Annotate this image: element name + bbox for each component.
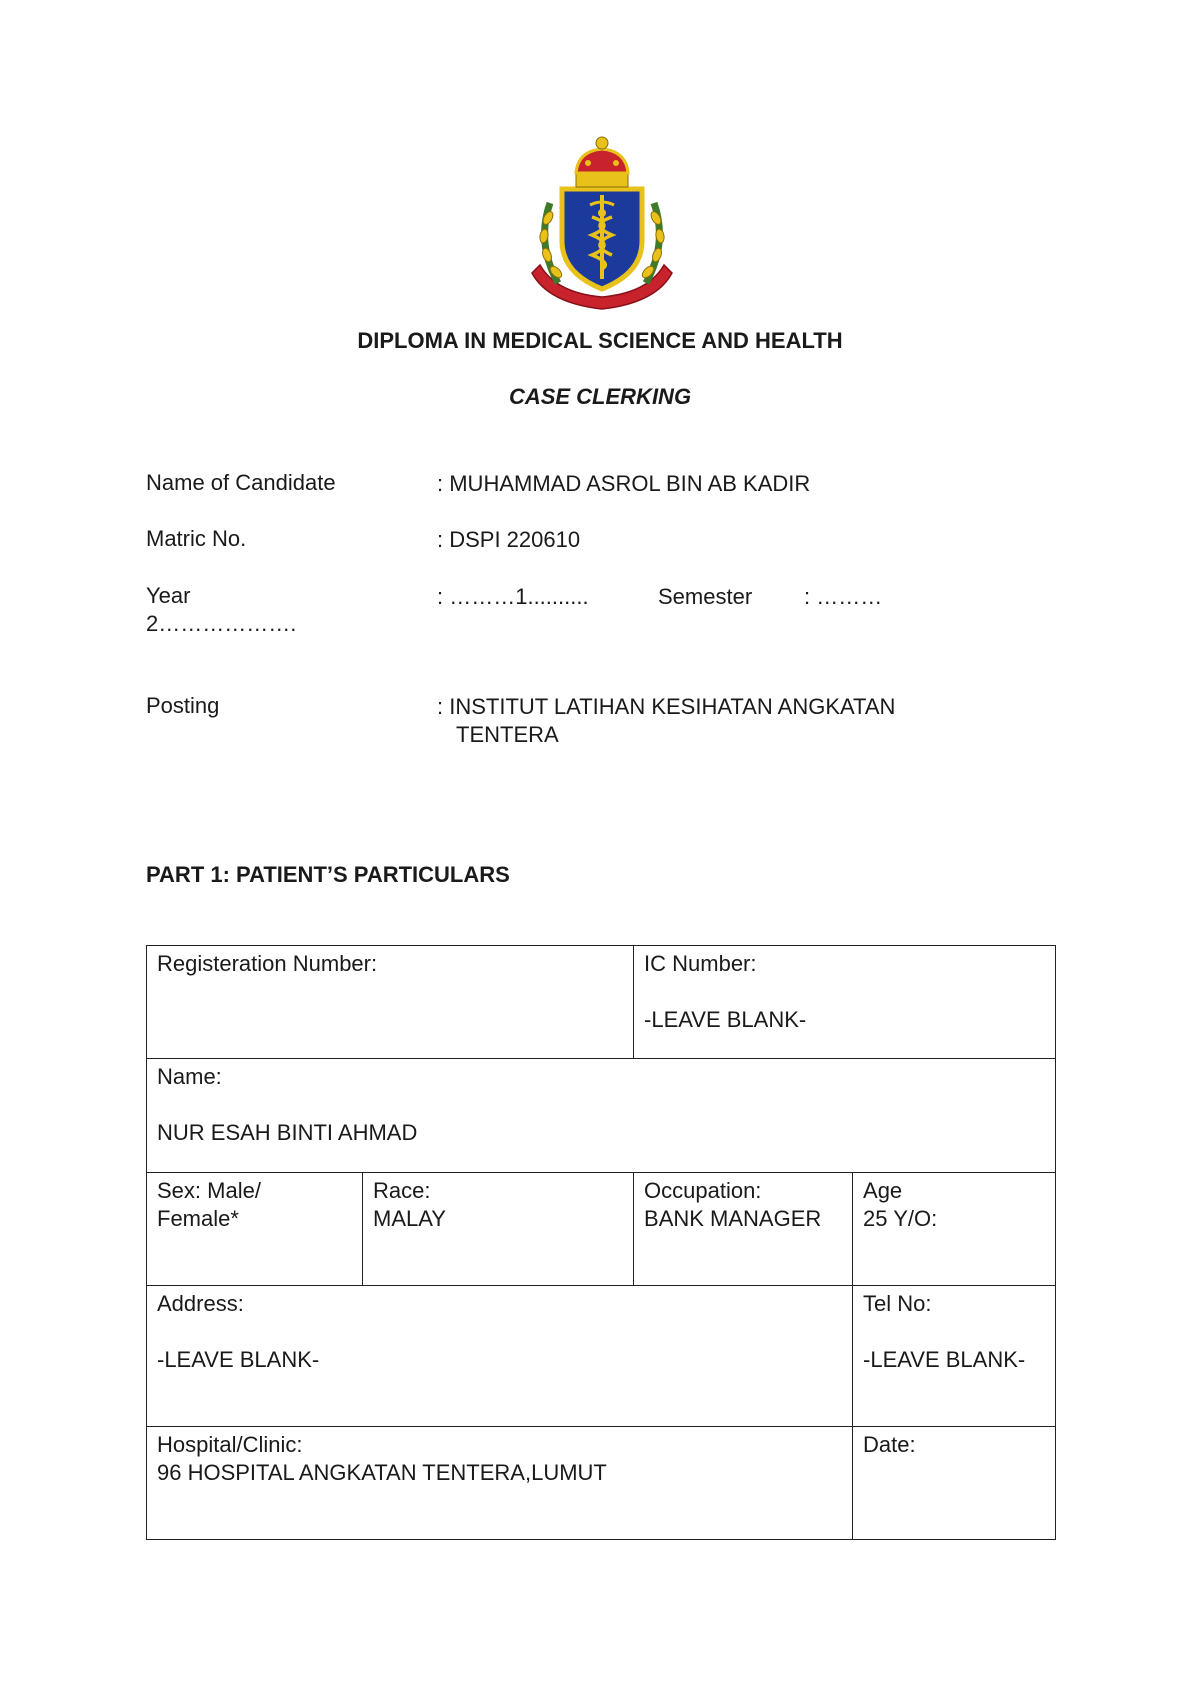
table-row	[147, 1173, 1056, 1286]
semester-label: Semester	[658, 584, 753, 609]
semester-value: : ………	[804, 584, 883, 609]
document-subtitle: CASE CLERKING	[508, 384, 692, 409]
date-cell	[853, 1427, 1056, 1540]
age-label: Age	[863, 1178, 903, 1203]
date-label: Date:	[863, 1432, 916, 1457]
semester-value-wrap: 2……………….	[146, 611, 297, 636]
patient-name-value: NUR ESAH BINTI AHMAD	[157, 1120, 418, 1145]
candidate-name-value: : MUHAMMAD ASROL BIN AB KADIR	[437, 471, 811, 496]
sex-label-line1: Sex: Male/	[157, 1178, 261, 1203]
registration-cell	[147, 946, 634, 1059]
address-label: Address:	[157, 1291, 244, 1316]
occupation-label: Occupation:	[644, 1178, 762, 1203]
hospital-cell	[147, 1427, 853, 1540]
table-row	[147, 1427, 1056, 1540]
year-value: : ………1..........	[437, 584, 589, 609]
hospital-value: 96 HOSPITAL ANGKATAN TENTERA,LUMUT	[157, 1460, 607, 1485]
age-value: 25 Y/O:	[863, 1206, 938, 1231]
race-cell	[363, 1173, 634, 1286]
tel-label: Tel No:	[863, 1291, 932, 1316]
table-row	[147, 1286, 1056, 1427]
race-label: Race:	[373, 1178, 431, 1203]
race-value: MALAY	[373, 1206, 446, 1231]
military-medical-crest-icon	[528, 133, 676, 315]
registration-label: Registeration Number:	[157, 951, 378, 976]
tel-cell	[853, 1286, 1056, 1427]
age-cell	[853, 1173, 1056, 1286]
tel-value: -LEAVE BLANK-	[863, 1347, 1026, 1372]
posting-label: Posting	[146, 693, 220, 718]
part1-heading: PART 1: PATIENT’S PARTICULARS	[146, 862, 510, 887]
matric-label: Matric No.	[146, 526, 247, 551]
year-label: Year	[146, 583, 191, 608]
ic-label: IC Number:	[644, 951, 757, 976]
address-cell	[147, 1286, 853, 1427]
posting-value-line1: : INSTITUT LATIHAN KESIHATAN ANGKATAN	[437, 694, 896, 719]
occupation-value: BANK MANAGER	[644, 1206, 822, 1231]
patient-particulars-table	[146, 945, 1056, 1540]
patient-name-cell	[147, 1059, 1056, 1173]
hospital-label: Hospital/Clinic:	[157, 1432, 303, 1457]
table-row	[147, 946, 1056, 1059]
sex-cell	[147, 1173, 363, 1286]
table-row	[147, 1059, 1056, 1173]
ic-value: -LEAVE BLANK-	[644, 1007, 807, 1032]
patient-name-label: Name:	[157, 1064, 222, 1089]
document-title: DIPLOMA IN MEDICAL SCIENCE AND HEALTH	[357, 328, 843, 353]
ic-cell	[634, 946, 1056, 1059]
matric-value: : DSPI 220610	[437, 527, 581, 552]
occupation-cell	[634, 1173, 853, 1286]
posting-value-line2: TENTERA	[456, 722, 559, 747]
candidate-name-label: Name of Candidate	[146, 470, 336, 495]
sex-label-line2: Female*	[157, 1206, 239, 1231]
address-value: -LEAVE BLANK-	[157, 1347, 320, 1372]
